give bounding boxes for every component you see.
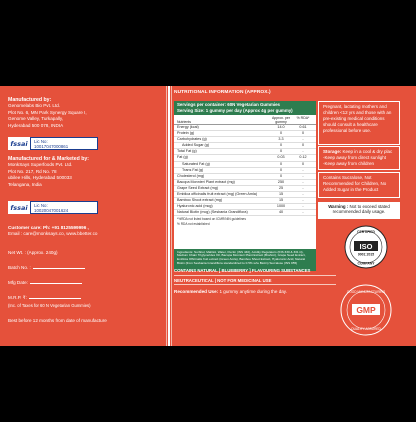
serving-size: Serving Size: 1 gummy per day (Approx 4g per gummy) [177, 108, 293, 113]
nutrient-name: Saturated Fat (g) [182, 161, 210, 166]
nutrient-rda: 0 [301, 143, 305, 148]
header-rda: % RDA* [296, 116, 310, 120]
nutrient-name: Fat (g) [177, 155, 188, 160]
manufacturer-line: Plot No. 6, MN Park Synergy Square I, [8, 109, 87, 115]
storage-box [318, 146, 400, 170]
nutrient-rda: 0 [301, 131, 305, 136]
nutrient-value: 0.03 [277, 155, 285, 160]
manufacturer-line: Hyderabad 500 078, INDIA [8, 122, 64, 128]
nutrient-value: 25 [278, 185, 284, 190]
table-body [174, 125, 316, 216]
marketer-line: Plot No. 217, Rd No. 78 [8, 168, 57, 174]
footnote: *%RDA not listed based on ICMR/NIN guidelines [177, 217, 246, 222]
marketer-heading: Manufactured for & Marketed by: [8, 156, 89, 162]
mfg-date-blank [30, 283, 82, 284]
nutrient-rda: - [302, 198, 304, 203]
fssai-license-manufacturer [8, 137, 98, 150]
best-before: Best before 12 months from date of manufacture [8, 318, 107, 323]
footnote: % RDA not established [177, 221, 210, 226]
warning-box [318, 202, 400, 219]
storage-text: Keep in a cool & dry plac [342, 149, 393, 154]
license-number: 10020047001624 [34, 208, 69, 214]
nutrient-value: 0 [279, 167, 283, 172]
table-header [174, 115, 316, 125]
nutrition-title: NUTRITIONAL INFORMATION (APPROX.) [174, 90, 271, 95]
nutraceutical-statement: NEUTRACEUTICAL | NOT FOR MEDICINAL USE [174, 278, 272, 283]
nutrient-value: 0 [279, 149, 283, 154]
manufacturer-line: Genomelabs Bio Pvt. Ltd. [8, 103, 61, 109]
nutrient-value: 40 [278, 210, 284, 215]
nutrient-rda: - [302, 185, 304, 190]
storage-label: Storage: [323, 149, 342, 154]
servings-per-container: Servings per container: 60N Vegetarian Gummies [177, 102, 280, 107]
marketer-line: MonkSays Superfoods Pvt. Ltd. [8, 162, 73, 168]
nutrient-name: Added Sugar (g) [182, 143, 210, 148]
customer-care-email: Email : care@monksays.co, www.bbetter.co [8, 231, 98, 237]
sucralose-note: Contains Sucralose, Not Recommended for Children, No Added Sugar in the Product [318, 172, 400, 198]
nutrient-rda: - [302, 210, 304, 215]
marketer-line: Telangana, India [8, 181, 42, 187]
nutrient-value: 14.0 [277, 125, 285, 129]
iso-top-text: CERTIFIED [357, 230, 375, 234]
nutrient-name: Protein (g) [177, 131, 195, 136]
header-nutrients: Nutrients [177, 120, 192, 124]
mfg-date-field [8, 280, 82, 285]
nutrient-value: 0 [279, 173, 283, 178]
nutrient-rda: - [302, 192, 304, 197]
ingredients: Ingredients: Sorbitol, Maltitol, Water, Pectin (INS 440), Acidity Regulators (INS 330 & 331 iii), Medium Chain Triglycerides Oil, Bacopa Monnieri Plant Extract (Brahmi), Grape Seed Extract, Emblica Officinalis fruit extract (Green Amla), Bamboo Shoot Extract, Hyaluronic Acid, Natural Biotin (from Sesbania Grandiflora standardized to 0.5% w/w Biotin) Sucralose (INS 955) [174, 249, 316, 271]
mrp-label: M.R.P. ₹: [8, 295, 27, 300]
batch-field [8, 265, 85, 270]
storage-bullet: -Keep away from direct sunlight [323, 154, 387, 160]
iso-main-text: ISO [359, 242, 373, 252]
nutrient-rda: - [302, 179, 304, 184]
nutrient-name: Bacopa Monnieri Plant extract (mg) [177, 179, 235, 184]
storage-bullet: -Keep away from children [323, 160, 375, 166]
recommended-use [174, 289, 287, 294]
nutrient-rda: 0.61 [299, 125, 307, 129]
nutrient-rda: - [302, 149, 304, 154]
nutrient-value: 3.3 [278, 137, 284, 142]
nutrient-value: 0 [279, 131, 283, 136]
nutrient-rda: - [302, 137, 304, 142]
nutrient-value: 250 [277, 179, 285, 184]
nutrient-rda: - [302, 167, 304, 172]
nutrient-rda: 0 [301, 161, 305, 166]
mfg-date-label: Mfg Date: [8, 280, 28, 285]
iso-bottom-text: COMPANY [357, 261, 375, 266]
marketer-block [8, 156, 158, 188]
nutrient-value: 0 [279, 143, 283, 148]
license-box [30, 201, 98, 214]
nutrient-name: Bamboo Shoot extract (mg) [177, 198, 223, 203]
separator [174, 275, 336, 276]
separator [174, 284, 336, 285]
nutrient-name: Trans Fat (g) [182, 167, 204, 172]
manufacturer-block [8, 97, 158, 129]
recommended-label: Recommended Use: [174, 289, 219, 294]
fssai-license-marketer [8, 201, 98, 214]
iso-number-text: 9001:2015 [357, 252, 375, 257]
nutrient-value: 15 [278, 198, 284, 203]
nutrient-name: Energy (kcal) [177, 125, 199, 129]
gmp-quality-badge [340, 284, 392, 336]
mrp-field [8, 295, 81, 301]
nutrient-name: Grape Seed Extract (mg) [177, 185, 218, 190]
nutrient-name: Hyaluronic acid (mcg) [177, 204, 213, 209]
nutrient-rda: - [302, 173, 304, 178]
license-box [30, 137, 98, 150]
customer-care-block [8, 225, 158, 238]
nutrient-value: 0 [279, 161, 283, 166]
nutrient-name: Natural Biotin (mcg) (Sesbania Grandiflora) [177, 210, 248, 215]
customer-care-phone: Customer care: Ph: +91 8125599996 , [8, 225, 89, 230]
mrp-blank [29, 298, 81, 299]
nutrient-value: 1000 [276, 204, 286, 209]
nutrition-table [174, 101, 316, 249]
mrp-note: (Inc. of Taxes for 60 N Vegetarian Gummies) [8, 303, 91, 308]
nutrient-name: Carbohydrates (g) [177, 137, 207, 142]
net-weight: Net Wt. : (Approx. 240g) [8, 250, 58, 255]
serving-info [174, 101, 316, 115]
warning-text: Not to exceed stated recommended daily usage. [332, 203, 390, 214]
nutrient-name: Total Fat (g) [177, 149, 197, 154]
nutrient-rda: 0.12 [299, 155, 307, 160]
warning-label: Warning : [328, 203, 349, 209]
pregnancy-advisory: Pregnant, lactating mothers and children <12 yrs and those with an pre-existing medical conditions should consult a healthcare professional before use. [318, 101, 400, 145]
flavour-statement: CONTAINS NATURAL [ BLUEBERRY ] FLAVOURING SUBSTANCES [174, 268, 311, 273]
license-label: Lic No: [34, 138, 48, 144]
license-number: 10017047000861 [34, 144, 69, 150]
gmp-bottom-text: QUALITY ASSURED [351, 327, 381, 331]
license-label: Lic No: [34, 202, 48, 208]
nutrient-name: Emblica officinalis fruit extract (mg) (Green Amla) [177, 192, 258, 197]
batch-blank [33, 268, 85, 269]
header-approx: Approx. per gummy [271, 116, 291, 124]
panel-divider-line [168, 86, 170, 346]
fssai-logo-icon: fssai [8, 201, 30, 214]
batch-label: Batch No. : [8, 265, 31, 270]
iso-certified-badge [344, 225, 388, 269]
nutrient-rda: - [302, 204, 304, 209]
nutrient-value: 15 [278, 192, 284, 197]
recommended-text: 1 gummy anytime during the day. [219, 289, 288, 294]
manufacturer-heading: Manufactured by: [8, 97, 52, 103]
fssai-logo-icon: fssai [8, 137, 30, 150]
manufacturer-line: Genome Valley, Turkapally, [8, 116, 64, 122]
table-footnotes [174, 216, 316, 226]
nutrient-name: Cholesterol (mg) [177, 173, 205, 178]
gmp-top-text: GOOD MANUFACTURING [346, 290, 386, 294]
marketer-line: ubilee Hills, Hyderabad 500033 [8, 175, 72, 181]
gmp-main-text: GMP [356, 305, 376, 315]
